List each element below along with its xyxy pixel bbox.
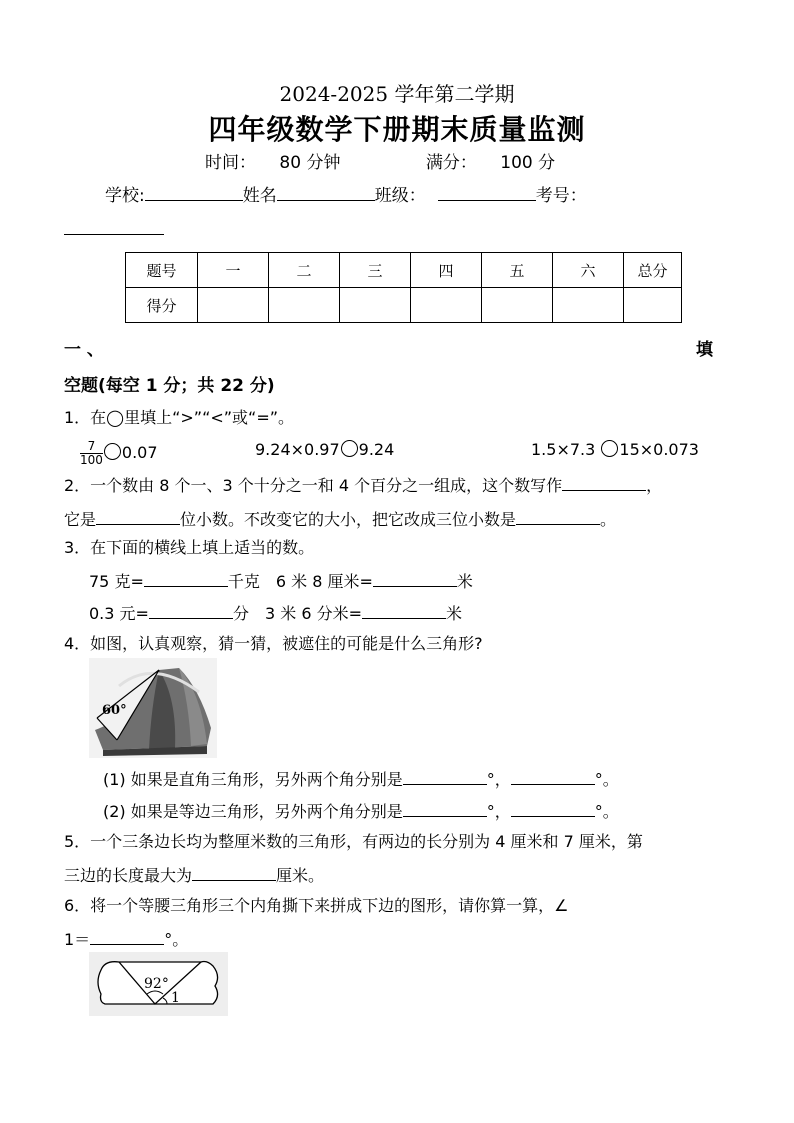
answer-blank[interactable] xyxy=(149,602,233,619)
tent-angle-label: 60° xyxy=(102,703,127,718)
score-input-cell[interactable] xyxy=(624,288,682,323)
q3-text: 3 米 6 分米= xyxy=(264,604,362,623)
section1-heading-left: 一 、 xyxy=(64,340,104,360)
q3-text: 分 xyxy=(232,604,249,623)
compare-circle[interactable] xyxy=(341,440,358,457)
score-input-cell[interactable] xyxy=(553,288,624,323)
class-label: 班级： xyxy=(374,186,426,206)
answer-blank[interactable] xyxy=(562,474,646,491)
answer-blank[interactable] xyxy=(96,508,180,525)
q5-text: 三边的长度最大为 xyxy=(64,866,193,885)
q3-row1 xyxy=(89,570,473,592)
score-cell: 四 xyxy=(411,253,482,288)
compare-circle[interactable] xyxy=(601,440,618,457)
q4-stem: 4．如图，认真观察，猜一猜，被遮住的可能是什么三角形? xyxy=(64,634,483,653)
q2-punct: 。 xyxy=(600,510,617,529)
time-value: 80 分钟 xyxy=(279,153,341,173)
time-label: 时间： xyxy=(205,153,256,173)
q6-line2 xyxy=(64,928,188,950)
q3-text: 千克 xyxy=(227,572,260,591)
tent-figure xyxy=(89,658,217,758)
q2-line1 xyxy=(64,474,662,496)
score-cell: 题号 xyxy=(126,253,198,288)
q4-end: °。 xyxy=(594,770,619,789)
school-blank[interactable] xyxy=(145,184,243,201)
section1-heading-cont: 空题(每空 1 分；共 22 分) xyxy=(64,376,275,396)
score-input-cell[interactable] xyxy=(340,288,411,323)
q3-text: 米 xyxy=(446,604,463,623)
q2-punct: ， xyxy=(646,476,663,495)
q5-text: 厘米。 xyxy=(276,866,325,885)
q2-text: 它是 xyxy=(64,510,97,529)
school-year: 2024-2025 学年第二学期 xyxy=(279,82,515,106)
exam-no-blank[interactable] xyxy=(64,234,164,235)
answer-blank[interactable] xyxy=(373,570,457,587)
student-info-row xyxy=(105,184,587,206)
score-input-cell[interactable] xyxy=(411,288,482,323)
time-row xyxy=(205,153,555,173)
fraction-denominator: 100 xyxy=(80,453,103,467)
score-table-score-row xyxy=(126,288,682,323)
q4-text: (2) 如果是等边三角形，另外两个角分别是 xyxy=(103,802,403,821)
q4-comma: ， xyxy=(494,770,511,789)
q1-c-right: 15×0.073 xyxy=(619,440,699,459)
score-cell: 总分 xyxy=(624,253,682,288)
fraction xyxy=(80,440,103,467)
angle-figure xyxy=(89,952,228,1016)
score-input-cell[interactable] xyxy=(482,288,553,323)
page-title: 四年级数学下册期末质量监测 xyxy=(208,113,586,146)
score-input-cell[interactable] xyxy=(269,288,340,323)
score-row-label: 得分 xyxy=(126,288,198,323)
answer-blank[interactable] xyxy=(362,602,446,619)
class-blank[interactable] xyxy=(438,184,536,201)
q4-deg: ° xyxy=(486,802,495,821)
q6-text: 1＝ xyxy=(64,930,91,949)
answer-blank[interactable] xyxy=(403,768,487,785)
q3-text: 75 克= xyxy=(89,572,144,591)
answer-blank[interactable] xyxy=(511,800,595,817)
score-table-header-row xyxy=(126,253,682,288)
q1-b-right: 9.24 xyxy=(358,440,395,459)
section1-heading-right: 填 xyxy=(696,340,713,360)
full-value: 100 分 xyxy=(500,153,556,173)
q1-item-c xyxy=(531,440,699,460)
q1-stem: 1．在◯里填上“>”“<”或“=”。 xyxy=(64,408,295,427)
angle-1-label: 1 xyxy=(171,990,180,1006)
exam-no-label: 考号： xyxy=(535,186,587,206)
name-blank[interactable] xyxy=(277,184,375,201)
score-cell: 二 xyxy=(269,253,340,288)
score-table xyxy=(125,252,682,323)
answer-blank[interactable] xyxy=(516,508,600,525)
fraction-numerator: 7 xyxy=(80,440,103,454)
score-cell: 五 xyxy=(482,253,553,288)
q3-stem: 3．在下面的横线上填上适当的数。 xyxy=(64,538,315,557)
q1-c-left: 1.5×7.3 xyxy=(531,440,596,459)
q1-item-b xyxy=(255,440,394,460)
q2-text: 位小数。不改变它的大小，把它改成三位小数是 xyxy=(180,510,517,529)
q5-line2 xyxy=(64,864,324,886)
answer-blank[interactable] xyxy=(90,928,164,945)
q3-text: 0.3 元= xyxy=(89,604,149,623)
q4-text: (1) 如果是直角三角形，另外两个角分别是 xyxy=(103,770,403,789)
q2-line2 xyxy=(64,508,616,530)
q5-line1: 5．一个三条边长均为整厘米数的三角形，有两边的长分别为 4 厘米和 7 厘米，第 xyxy=(64,832,643,851)
score-cell: 一 xyxy=(198,253,269,288)
q4-sub1 xyxy=(103,768,619,790)
answer-blank[interactable] xyxy=(511,768,595,785)
q3-text: 米 xyxy=(456,572,473,591)
q4-sub2 xyxy=(103,800,619,822)
q6-line1: 6．将一个等腰三角形三个内角撕下来拼成下边的图形，请你算一算，∠ xyxy=(64,896,569,915)
q1-a-rest: 0.07 xyxy=(121,443,158,462)
answer-blank[interactable] xyxy=(192,864,276,881)
q2-text: 2．一个数由 8 个一、3 个十分之一和 4 个百分之一组成，这个数写作 xyxy=(64,476,563,495)
q3-text: 6 米 8 厘米= xyxy=(275,572,373,591)
name-label: 姓名 xyxy=(242,186,277,206)
q1-item-a xyxy=(80,436,158,470)
q4-end: °。 xyxy=(594,802,619,821)
q3-row2 xyxy=(89,602,462,624)
q4-comma: ， xyxy=(494,802,511,821)
school-label: 学校: xyxy=(105,186,145,206)
full-label: 满分： xyxy=(425,153,477,173)
score-input-cell[interactable] xyxy=(198,288,269,323)
answer-blank[interactable] xyxy=(144,570,228,587)
score-cell: 六 xyxy=(553,253,624,288)
q1-b-left: 9.24×0.97 xyxy=(255,440,340,459)
q6-text: °。 xyxy=(164,930,189,949)
compare-circle[interactable] xyxy=(104,443,121,460)
q4-deg: ° xyxy=(486,770,495,789)
score-cell: 三 xyxy=(340,253,411,288)
angle-92-label: 92° xyxy=(144,976,169,992)
answer-blank[interactable] xyxy=(403,800,487,817)
